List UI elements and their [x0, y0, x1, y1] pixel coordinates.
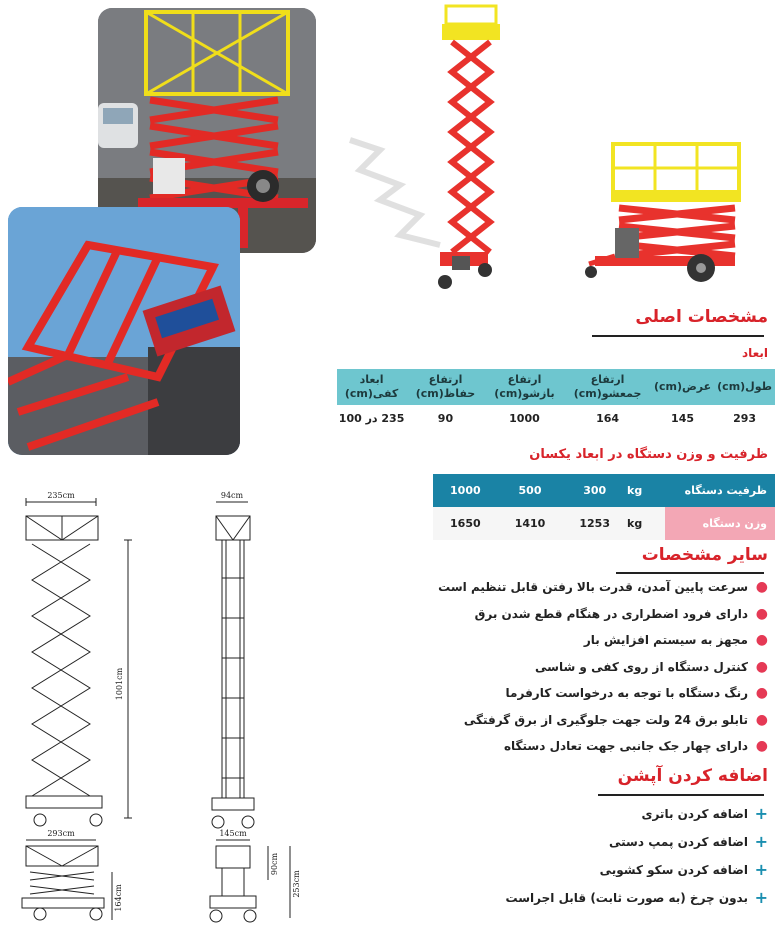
weight-value: 1650 — [433, 507, 498, 540]
dims-header: عرض(cm) — [651, 369, 714, 405]
bullet-icon: ● — [755, 685, 768, 701]
list-item — [438, 654, 768, 681]
bullet-icon: ● — [755, 738, 768, 754]
list-item — [506, 884, 768, 912]
options-title: اضافه کردن آپشن — [617, 766, 768, 786]
weight-value: 1253 — [562, 507, 627, 540]
spec-text: دارای فرود اضطراری در هنگام قطع شدن برق — [474, 606, 748, 621]
list-item — [506, 828, 768, 856]
options-list — [506, 800, 768, 912]
dim-base-length: 293cm — [47, 829, 75, 838]
dims-value: 235 در 100 — [338, 411, 405, 425]
plus-icon: + — [754, 832, 768, 851]
main-title: مشخصات اصلی — [635, 307, 768, 327]
bullet-icon: ● — [755, 579, 768, 595]
bullet-icon: ● — [755, 605, 768, 622]
list-item — [438, 627, 768, 654]
capacity-value: 500 — [498, 474, 563, 507]
weight-row — [433, 507, 775, 540]
dims-header: ارتفاع حفاظ(cm) — [406, 369, 485, 405]
technical-drawings — [10, 488, 310, 928]
dims-header: ارتفاع بازشو(cm) — [485, 369, 564, 405]
capacity-unit: kg — [627, 474, 665, 507]
dims-header-row — [337, 369, 775, 405]
option-text: بدون چرخ (به صورت ثابت) قابل اجراست — [505, 891, 748, 905]
spec-text: سرعت پایین آمدن، قدرت بالا رفتن قابل تنظیم است — [438, 580, 748, 594]
weight-unit: kg — [627, 507, 665, 540]
render-lift-closed — [585, 138, 745, 298]
spec-text: رنگ دستگاه با توجه به درخواست کارفرما — [505, 686, 748, 700]
weight-value: 1410 — [498, 507, 563, 540]
list-item — [438, 601, 768, 628]
option-text: اضافه کردن باتری — [641, 807, 748, 821]
dim-guard-height: 90cm — [270, 852, 279, 876]
capacity-value: 300 — [562, 474, 627, 507]
main-title-underline — [592, 335, 764, 337]
dims-header: ارتفاع جمعشو(cm) — [564, 369, 651, 405]
list-item — [438, 574, 768, 601]
capacity-value: 1000 — [433, 474, 498, 507]
dim-side-width: 94cm — [220, 491, 244, 500]
spec-text: مجهز به سیستم افزایش بار — [583, 633, 748, 647]
dim-height: 1001cm — [115, 667, 124, 701]
spec-text: کنترل دستگاه از روی کفی و شاسی — [535, 659, 748, 674]
plus-icon: + — [754, 860, 768, 879]
dims-table — [337, 369, 775, 431]
spec-text: تابلو برق 24 ولت جهت جلوگیری از برق گرفتگی — [463, 712, 748, 727]
list-item — [506, 856, 768, 884]
list-item — [438, 733, 768, 760]
dim-total-low-height: 253cm — [292, 870, 301, 898]
bullet-icon: ● — [755, 632, 768, 648]
list-item — [438, 680, 768, 707]
option-text: اضافه کردن سکو کشویی — [599, 863, 748, 877]
photo-lift-raised — [8, 207, 240, 455]
dim-base-width: 145cm — [219, 829, 247, 838]
render-lift-tall — [340, 0, 510, 300]
option-text: اضافه کردن پمپ دستی — [609, 835, 748, 849]
dims-value: 90 — [437, 411, 454, 425]
capacity-label: ظرفیت دستگاه — [665, 474, 775, 507]
dims-value: 164 — [596, 411, 620, 425]
bullet-icon: ● — [755, 711, 768, 728]
dims-header: ابعاد کفی(cm) — [337, 369, 406, 405]
dims-header: طول(cm) — [714, 369, 775, 405]
capacity-row — [433, 474, 775, 507]
dims-title: ابعاد — [741, 346, 768, 360]
list-item — [438, 707, 768, 734]
dim-front-width: 235cm — [47, 491, 75, 500]
options-title-underline — [598, 794, 764, 796]
dim-closed-height: 164cm — [114, 884, 123, 912]
dims-value-row — [337, 405, 775, 431]
capacity-title: ظرفیت و وزن دستگاه در ابعاد یکسان — [529, 447, 768, 462]
capacity-table — [433, 474, 775, 540]
other-title: سایر مشخصات — [641, 545, 768, 565]
dims-value: 1000 — [509, 411, 540, 425]
plus-icon: + — [754, 888, 768, 907]
dims-value: 293 — [733, 411, 757, 425]
spec-text: دارای چهار جک جانبی جهت تعادل دستگاه — [503, 739, 748, 753]
dims-value: 145 — [671, 411, 695, 425]
weight-label: وزن دستگاه — [665, 507, 775, 540]
other-specs-list — [438, 574, 768, 760]
plus-icon: + — [754, 804, 768, 823]
list-item — [506, 800, 768, 828]
bullet-icon: ● — [755, 658, 768, 675]
